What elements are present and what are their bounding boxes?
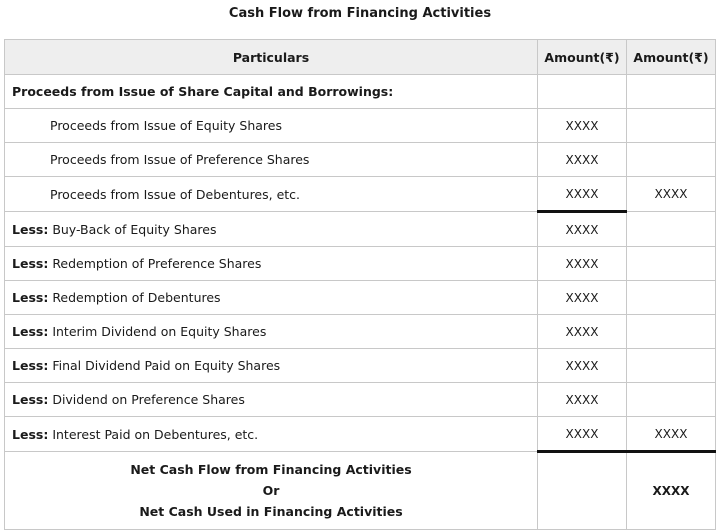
row-text: Dividend on Preference Shares bbox=[52, 392, 245, 407]
table-row bbox=[5, 247, 716, 281]
total-row bbox=[5, 452, 716, 530]
row-text: Redemption of Preference Shares bbox=[52, 256, 262, 271]
row-amount-1: XXXX bbox=[538, 109, 627, 143]
row-amount-1: XXXX bbox=[538, 383, 627, 417]
row-amount-1: XXXX bbox=[538, 349, 627, 383]
row-amount-2 bbox=[627, 281, 716, 315]
total-amount-2: XXXX bbox=[627, 452, 716, 530]
section-heading: Proceeds from Issue of Share Capital and Borrowings: bbox=[5, 75, 538, 109]
table-row bbox=[5, 143, 716, 177]
row-label bbox=[5, 417, 538, 452]
row-label: Proceeds from Issue of Equity Shares bbox=[5, 109, 538, 143]
total-line-2: Or bbox=[262, 483, 280, 498]
section-amount-1 bbox=[538, 75, 627, 109]
row-amount-1: XXXX bbox=[538, 143, 627, 177]
less-prefix: Less: bbox=[12, 290, 49, 305]
total-amount-1 bbox=[538, 452, 627, 530]
section-amount-2 bbox=[627, 75, 716, 109]
row-amount-2 bbox=[627, 383, 716, 417]
row-amount-2 bbox=[627, 247, 716, 281]
row-label bbox=[5, 315, 538, 349]
row-text: Buy-Back of Equity Shares bbox=[52, 221, 217, 237]
total-line-3: Net Cash Used in Financing Activities bbox=[139, 504, 403, 519]
row-label bbox=[5, 383, 538, 417]
table-row bbox=[5, 109, 716, 143]
page-title: Cash Flow from Financing Activities bbox=[228, 6, 492, 21]
table-row bbox=[5, 417, 716, 452]
row-amount-1: XXXX bbox=[538, 247, 627, 281]
header-amount-1: Amount(₹) bbox=[538, 40, 627, 75]
row-amount-2: XXXX bbox=[627, 417, 716, 452]
row-amount-1: XXXX bbox=[538, 177, 627, 212]
row-amount-2 bbox=[627, 212, 716, 247]
less-prefix: Less: bbox=[12, 426, 49, 442]
header-particulars: Particulars bbox=[5, 40, 538, 75]
section-row bbox=[5, 75, 716, 109]
row-label: Proceeds from Issue of Debentures, etc. bbox=[5, 177, 538, 212]
less-prefix: Less: bbox=[12, 256, 49, 271]
row-label bbox=[5, 247, 538, 281]
less-prefix: Less: bbox=[12, 221, 49, 237]
header-row bbox=[5, 40, 716, 75]
row-amount-2 bbox=[627, 315, 716, 349]
row-amount-2 bbox=[627, 349, 716, 383]
row-text: Final Dividend Paid on Equity Shares bbox=[52, 358, 281, 373]
table-row bbox=[5, 315, 716, 349]
less-prefix: Less: bbox=[12, 324, 49, 339]
cash-flow-table bbox=[4, 39, 716, 530]
header-amount-2: Amount(₹) bbox=[627, 40, 716, 75]
row-amount-2 bbox=[627, 109, 716, 143]
row-amount-1: XXXX bbox=[538, 212, 627, 247]
row-text: Redemption of Debentures bbox=[52, 290, 221, 305]
row-label bbox=[5, 349, 538, 383]
total-line-1: Net Cash Flow from Financing Activities bbox=[130, 462, 412, 477]
table-row bbox=[5, 212, 716, 247]
row-amount-2: XXXX bbox=[627, 177, 716, 212]
row-label: Proceeds from Issue of Preference Shares bbox=[5, 143, 538, 177]
less-prefix: Less: bbox=[12, 358, 49, 373]
total-label bbox=[5, 452, 538, 530]
table-row bbox=[5, 383, 716, 417]
table-row bbox=[5, 349, 716, 383]
row-amount-2 bbox=[627, 143, 716, 177]
row-text: Interest Paid on Debentures, etc. bbox=[52, 426, 259, 442]
row-amount-1: XXXX bbox=[538, 281, 627, 315]
row-label bbox=[5, 212, 538, 247]
table-row bbox=[5, 281, 716, 315]
row-label bbox=[5, 281, 538, 315]
row-text: Interim Dividend on Equity Shares bbox=[52, 324, 267, 339]
row-amount-1: XXXX bbox=[538, 417, 627, 452]
row-amount-1: XXXX bbox=[538, 315, 627, 349]
table-row bbox=[5, 177, 716, 212]
less-prefix: Less: bbox=[12, 392, 49, 407]
